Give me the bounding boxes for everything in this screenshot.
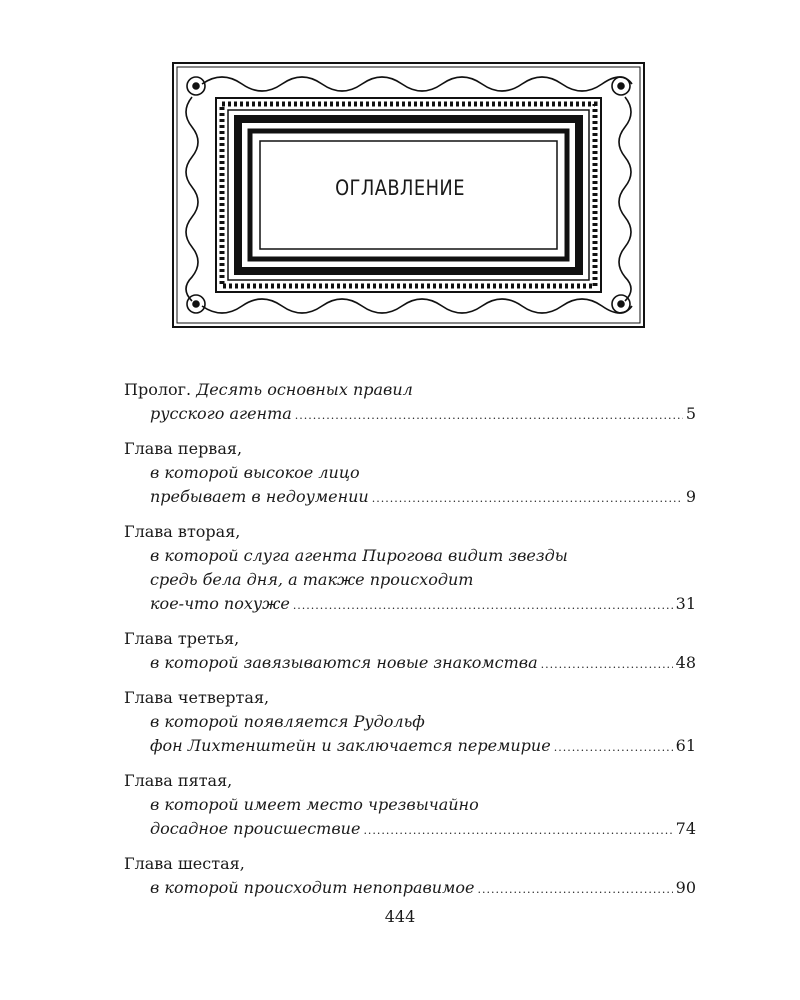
toc-entry-text: досадное происшествие xyxy=(150,819,361,838)
toc-page-number: 61 xyxy=(675,736,696,755)
toc-entry-chapter-1[interactable] xyxy=(124,437,696,511)
toc-page-number: 48 xyxy=(675,653,696,672)
toc-entry-heading xyxy=(124,378,696,402)
toc-entry-heading: Глава четвертая, xyxy=(124,688,270,707)
toc-entry-text: в которой высокое лицо xyxy=(150,463,360,482)
toc-entry-chapter-2[interactable] xyxy=(124,520,696,618)
page-title: ОГЛАВЛЕНИЕ xyxy=(335,176,465,200)
toc-entry-text: фон Лихтенштейн и заключается перемирие xyxy=(150,736,551,755)
toc-leader-line xyxy=(124,876,696,902)
dot-leader xyxy=(372,487,683,511)
toc-entry-text: в которой имеет место чрезвычайно xyxy=(150,795,479,814)
dot-leader xyxy=(363,819,672,843)
toc-entry-heading: Глава вторая, xyxy=(124,522,241,541)
toc-leader-line xyxy=(124,592,696,618)
toc-entry-heading: Глава пятая, xyxy=(124,771,233,790)
toc-prologue-label: Пролог. xyxy=(124,380,192,399)
toc-entry-chapter-3[interactable] xyxy=(124,627,696,677)
toc-leader-line xyxy=(124,402,696,428)
dot-leader xyxy=(293,594,673,618)
toc-entry-text: в которой происходит непоправимое xyxy=(150,878,475,897)
toc-leader-line xyxy=(124,817,696,843)
toc-entry-text: средь бела дня, а также происходит xyxy=(150,570,474,589)
toc-leader-line xyxy=(124,485,696,511)
table-of-contents xyxy=(124,378,696,911)
dot-leader xyxy=(541,653,673,677)
toc-entry-heading: Глава третья, xyxy=(124,629,240,648)
toc-entry-heading: Глава первая, xyxy=(124,439,243,458)
toc-entry-text: в которой слуга агента Пирогова видит звезды xyxy=(150,546,568,565)
page-number: 444 xyxy=(384,907,416,926)
dot-leader xyxy=(295,404,683,428)
toc-entry-text: пребывает в недоумении xyxy=(150,487,369,506)
dot-leader xyxy=(477,878,672,902)
toc-entry-text: русского агента xyxy=(150,404,292,423)
toc-entry-prologue[interactable] xyxy=(124,378,696,428)
toc-entry-heading: Глава шестая, xyxy=(124,854,245,873)
toc-entry-chapter-5[interactable] xyxy=(124,769,696,843)
dot-leader xyxy=(554,736,673,760)
toc-entry-chapter-6[interactable] xyxy=(124,852,696,902)
toc-leader-line xyxy=(124,651,696,677)
toc-page-number: 74 xyxy=(675,819,696,838)
toc-leader-line xyxy=(124,734,696,760)
toc-entry-text: в которой завязываются новые знакомства xyxy=(150,653,538,672)
toc-page-number: 90 xyxy=(675,878,696,897)
toc-entry-text: в которой появляется Рудольф xyxy=(150,712,425,731)
toc-entry-text: кое-что похуже xyxy=(150,594,290,613)
toc-prologue-subtitle: Десять основных правил xyxy=(196,380,413,399)
toc-entry-chapter-4[interactable] xyxy=(124,686,696,760)
toc-page-number: 31 xyxy=(675,594,696,613)
toc-page-number: 5 xyxy=(685,404,696,423)
toc-page-number: 9 xyxy=(685,487,696,506)
